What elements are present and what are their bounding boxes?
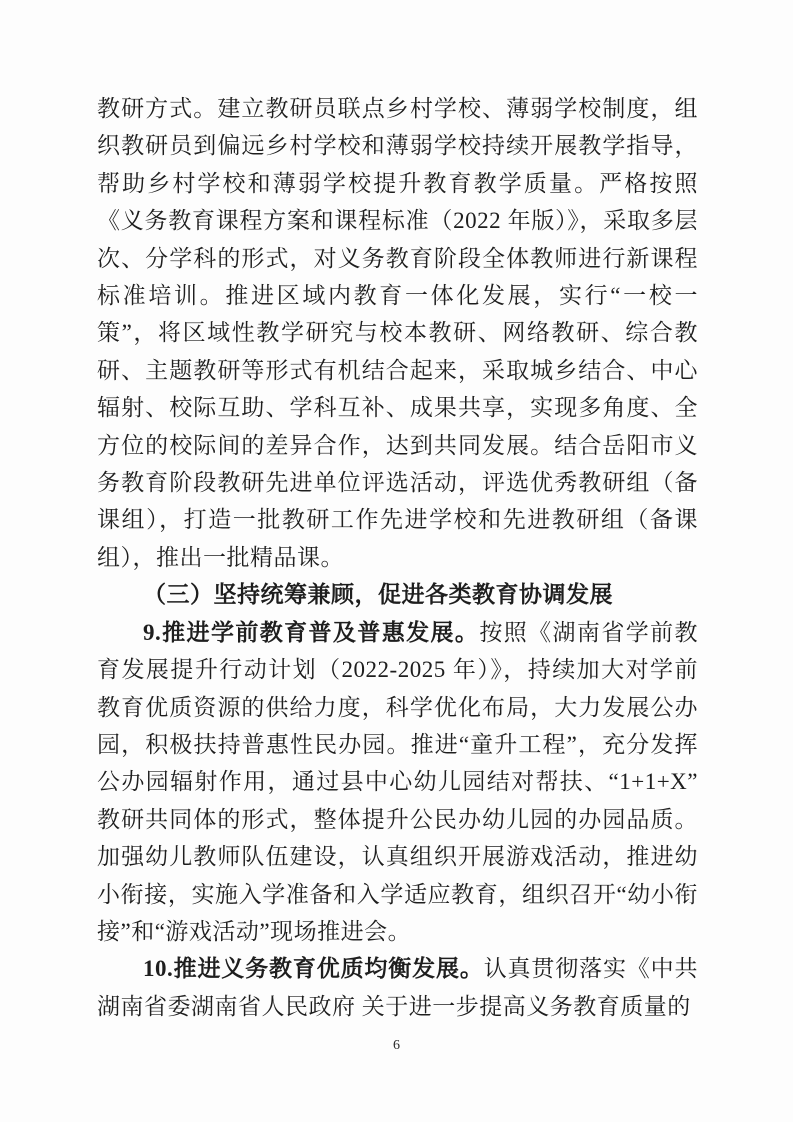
paragraph-10-lead: 10.推进义务教育优质均衡发展。 — [143, 956, 484, 982]
continuation-paragraph: 教研方式。建立教研员联点乡村学校、薄弱学校制度，组织教研员到偏远乡村学校和薄弱学校持续开展教学指导，帮助乡村学校和薄弱学校提升教育教学质量。严格按照《义务教育课程方案和课程标准（2022 年版）》，采取多层次、分学科的形式，对义务教育阶段全体教师进行新课程标准培训。推进区域内教育一体化发展，实行“一校一策”，将区域性教学研究与校本教研、网络教研、综合教研、主题教研等形式有机结合起来，采取城乡结合、中心辐射、校际互助、学科互补、成果共享，实现多角度、全方位的校际间的差异合作，达到共同发展。结合岳阳市义务教育阶段教研先进单位评选活动，评选优秀教研组（备课组），打造一批教研工作先进学校和先进教研组（备课组），推出一批精品课。 — [97, 96, 698, 570]
paragraph-10-body: 认真贯彻落实《中共湖南省委湖南省人民政府 关于进一步提高义务教育质量的 — [97, 956, 699, 1019]
paragraph-9-body: 按照《湖南省学前教育发展提升行动计划（2022-2025 年）》，持续加大对学前教育优质资源的供给力度，科学优化布局，大力发展公办园，积极扶持普惠性民办园。推进“童升工程”，充分发挥公办园辐射作用，通过县中心幼儿园结对帮扶、“1+1+X”教研共同体的形式，整体提升公民办幼儿园的办园品质。加强幼儿教师队伍建设，认真组织开展游戏活动，推进幼小衔接，实施入学准备和入学适应教育，组织召开“幼小衔接”和“游戏活动”现场推进会。 — [97, 619, 699, 944]
paragraph-item-10 — [97, 950, 698, 1025]
section-heading: （三）坚持统筹兼顾，促进各类教育协调发展 — [143, 581, 613, 608]
paragraph-9-lead: 9.推进学前教育普及普惠发展。 — [143, 619, 480, 645]
paragraph-item-9 — [97, 614, 698, 951]
page-number: 6 — [393, 1038, 400, 1053]
document-body — [97, 90, 698, 1025]
